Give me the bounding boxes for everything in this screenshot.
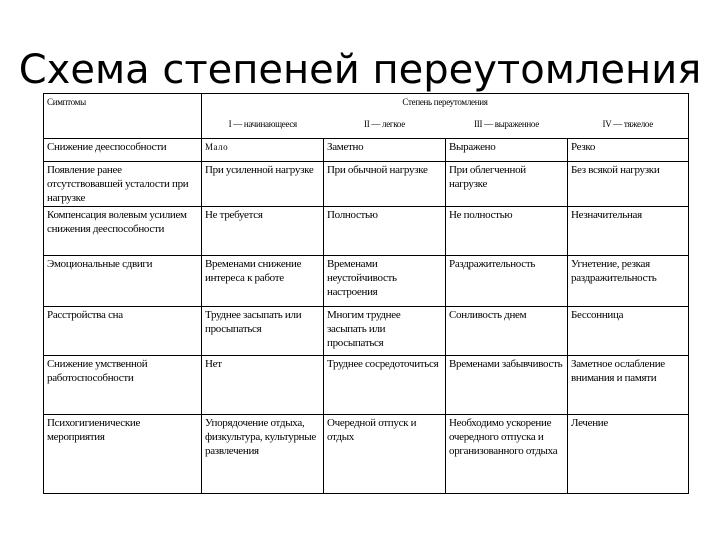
row-symptom-cell: Психогигиенические мероприятия xyxy=(44,415,202,494)
row-degree-4-cell: Лечение xyxy=(568,415,689,494)
row-degree-1-cell: При усиленной нагрузке xyxy=(202,162,324,207)
header-degree: Степень переутомления xyxy=(202,94,689,117)
header-symptoms: Симптомы xyxy=(44,94,202,139)
row-degree-3-cell: При облегченной нагрузке xyxy=(446,162,568,207)
row-degree-3-cell: Выражено xyxy=(446,139,568,162)
row-degree-1-cell: Временами снижение интереса к работе xyxy=(202,256,324,307)
slide-title: Схема степеней переутомления xyxy=(18,47,702,93)
row-symptom-cell: Расстройства сна xyxy=(44,307,202,356)
table-row xyxy=(44,256,689,307)
row-symptom-cell: Компенсация волевым усилием снижения дееспособности xyxy=(44,207,202,256)
row-degree-2-cell: Временами неустойчивость настроения xyxy=(324,256,446,307)
table-row xyxy=(44,207,689,256)
row-symptom-cell: Снижение умственной работоспособности xyxy=(44,356,202,415)
row-degree-1-cell: Нет xyxy=(202,356,324,415)
row-symptom-cell: Появление ранее отсутствовавшей усталости при нагрузке xyxy=(44,162,202,207)
header-degree-3: III — выраженное xyxy=(446,116,568,139)
row-degree-3-cell: Необходимо ускорение очередного отпуска и организованного отдыха xyxy=(446,415,568,494)
row-degree-4-cell: Угнетение, резкая раздражительность xyxy=(568,256,689,307)
row-symptom-cell: Эмоциональные сдвиги xyxy=(44,256,202,307)
row-degree-2-cell: Очередной отпуск и отдых xyxy=(324,415,446,494)
fatigue-degrees-table xyxy=(43,93,689,494)
row-degree-4-cell: Бессонница xyxy=(568,307,689,356)
table-row xyxy=(44,356,689,415)
row-degree-1-cell: Не требуется xyxy=(202,207,324,256)
row-degree-2-cell: Полностью xyxy=(324,207,446,256)
row-degree-3-cell: Раздражительность xyxy=(446,256,568,307)
table-row xyxy=(44,415,689,494)
row-degree-4-cell: Без всякой нагрузки xyxy=(568,162,689,207)
table-header-row xyxy=(44,94,689,117)
row-symptom-cell: Снижение дееспособности xyxy=(44,139,202,162)
row-degree-3-cell: Временами забывчивость xyxy=(446,356,568,415)
row-degree-4-cell: Заметное ослабление внимания и памяти xyxy=(568,356,689,415)
table-row xyxy=(44,139,689,162)
header-degree-1: I — начинающееся xyxy=(202,116,324,139)
row-degree-1-cell: Мало xyxy=(202,139,324,162)
table-row xyxy=(44,162,689,207)
row-degree-4-cell: Незначительная xyxy=(568,207,689,256)
table-row xyxy=(44,307,689,356)
row-degree-3-cell: Не полностью xyxy=(446,207,568,256)
row-degree-1-cell: Труднее засыпать или просыпаться xyxy=(202,307,324,356)
header-degree-4: IV — тяжелое xyxy=(568,116,689,139)
row-degree-4-cell: Резко xyxy=(568,139,689,162)
row-degree-2-cell: Многим труднее засыпать или просыпаться xyxy=(324,307,446,356)
row-degree-2-cell: Заметно xyxy=(324,139,446,162)
row-degree-1-cell: Упорядочение отдыха, физкультура, культурные развлечения xyxy=(202,415,324,494)
row-degree-2-cell: Труднее сосредоточиться xyxy=(324,356,446,415)
row-degree-3-cell: Сонливость днем xyxy=(446,307,568,356)
header-degree-2: II — легкое xyxy=(324,116,446,139)
row-degree-2-cell: При обычной нагрузке xyxy=(324,162,446,207)
